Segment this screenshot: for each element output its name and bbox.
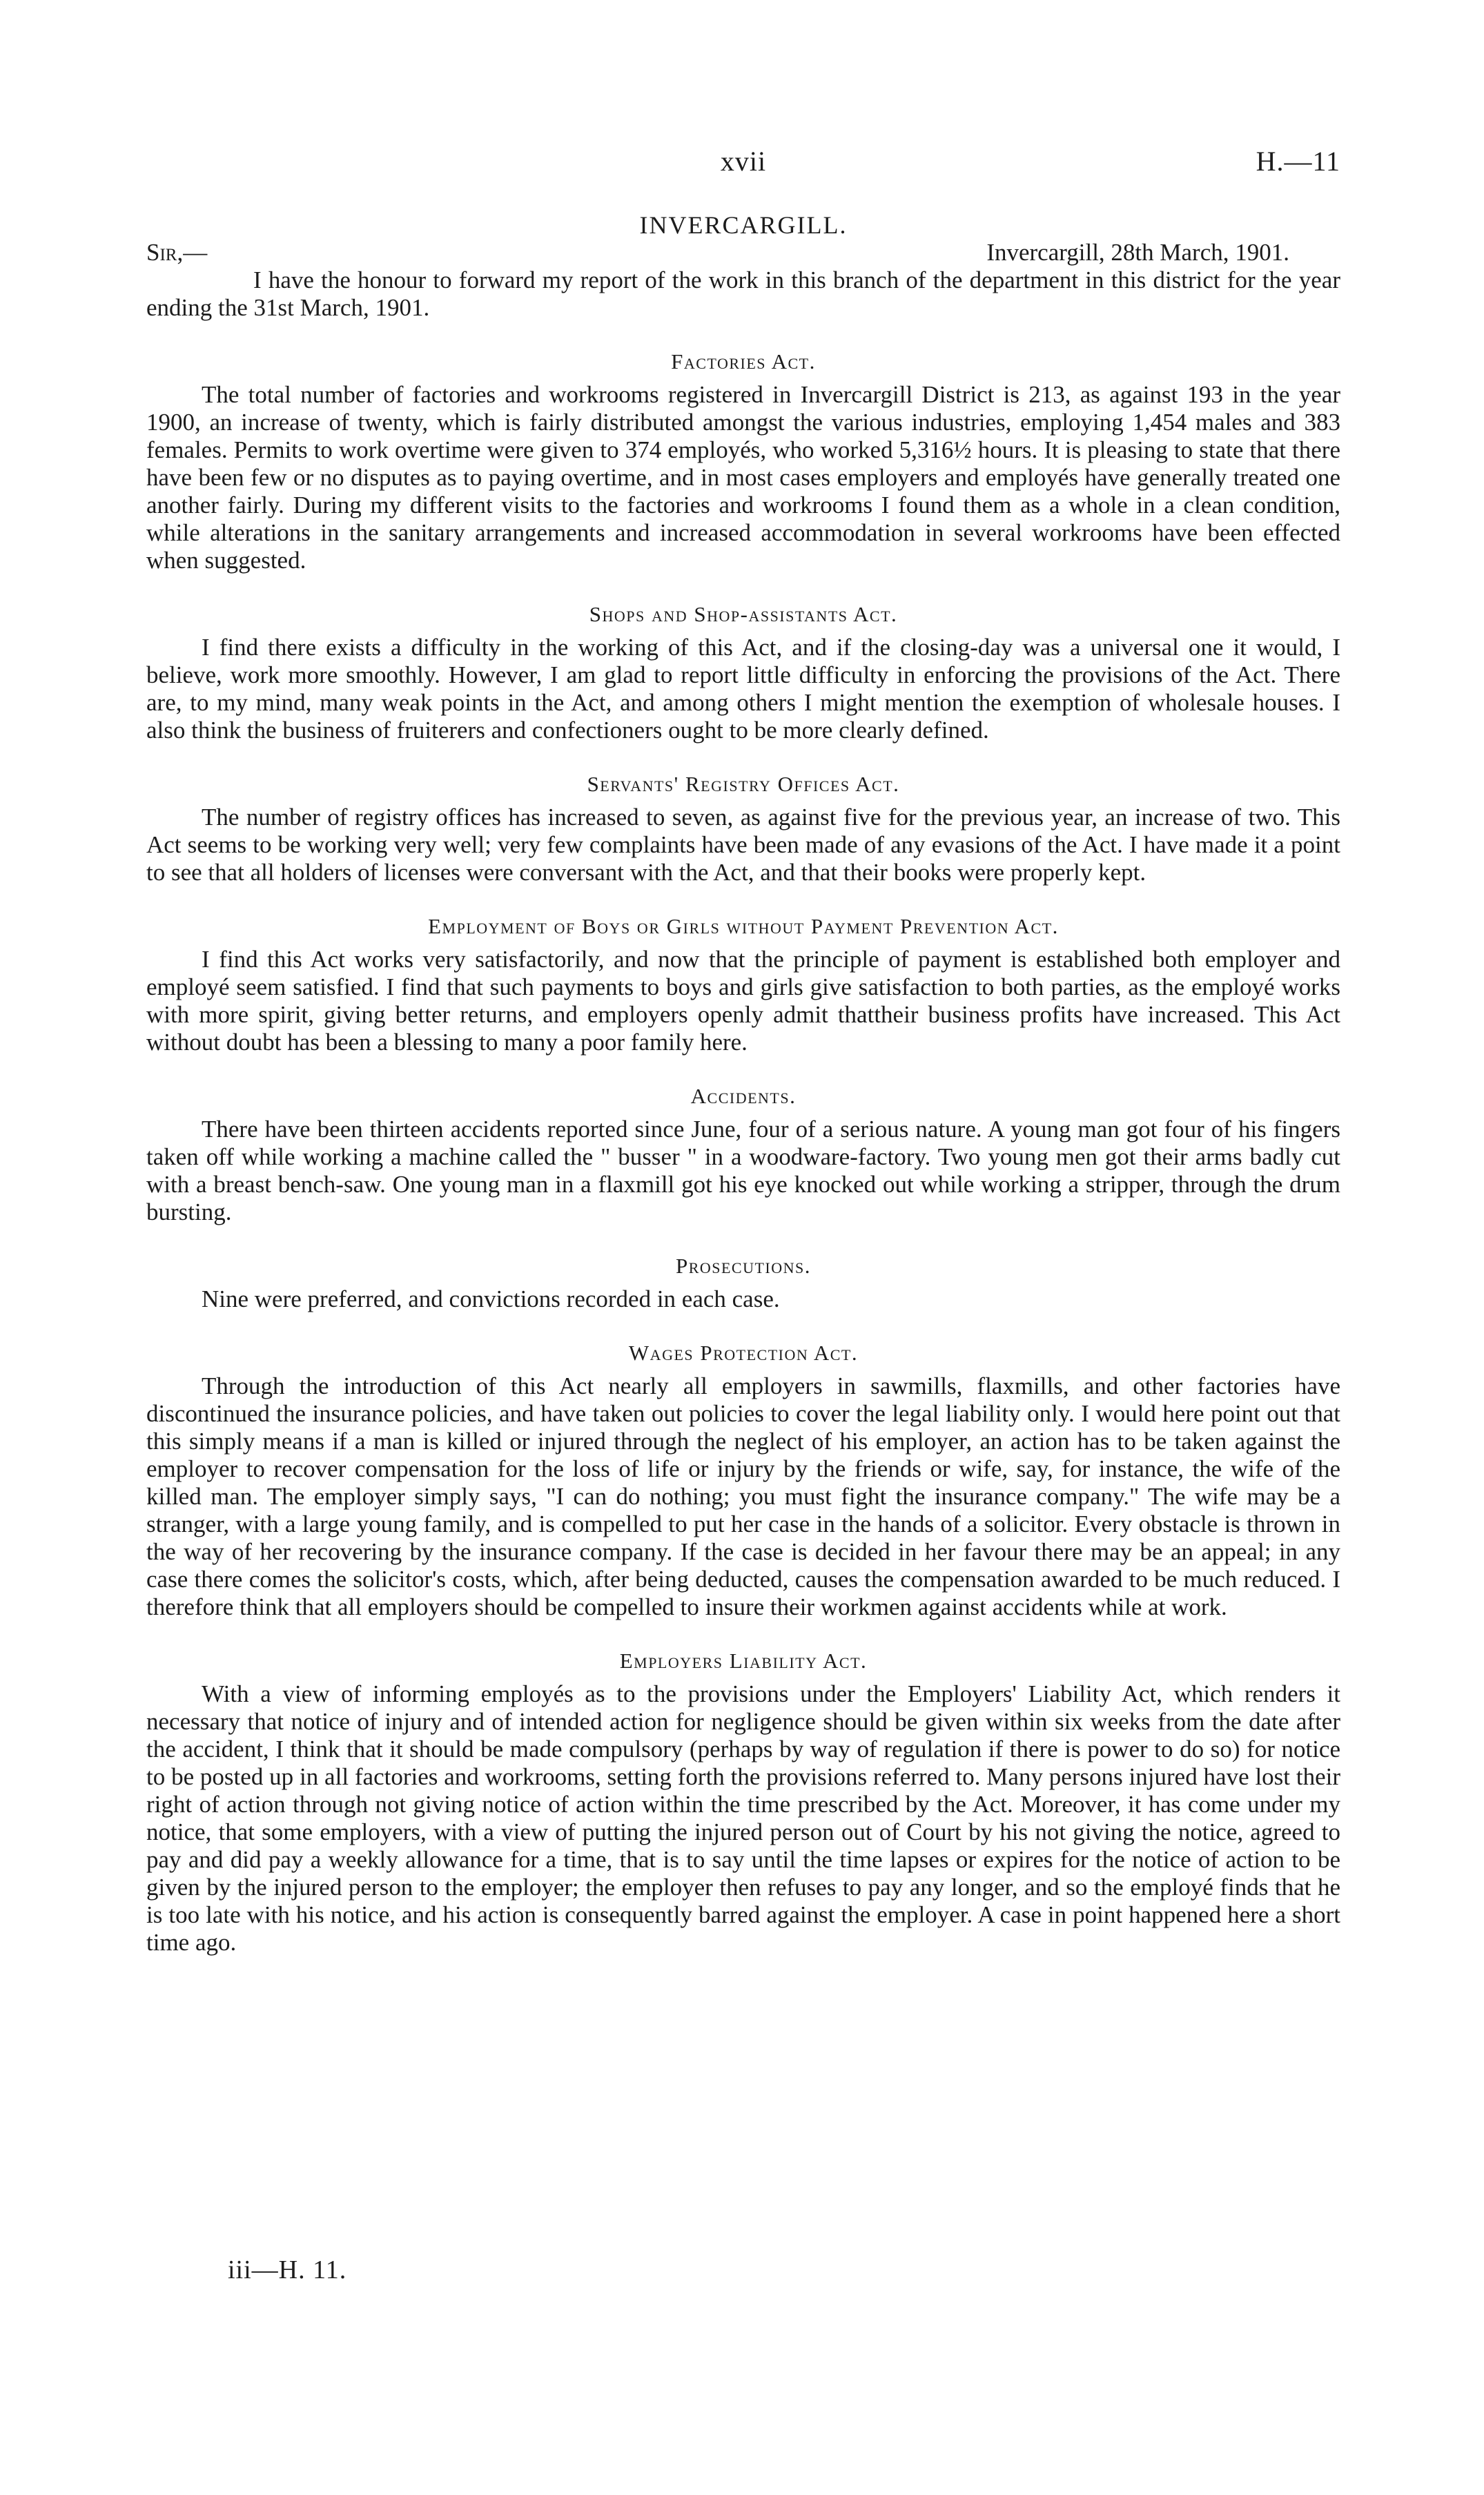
sheet-reference: H.—11: [1256, 146, 1340, 177]
section-paragraph-prosecutions: Nine were preferred, and convictions recorded in each case.: [202, 1285, 780, 1312]
section-paragraph-wages-protection: Through the introduction of this Act nearly all employers in sawmills, flaxmills, and other factories have discontinued the insurance policies, and have taken out policies to cover the legal liability only. I would here point out that this simply means if a man is killed or injured through the neglect of his employer, an action has to be taken against the employer to recover compensation for the loss of life or injury by the friends or wife, say, for instance, the wife of the killed man. The employer simply says, "I can do nothing; you must fight the insurance company." The wife may be a stranger, with a large young family, and is compelled to put her case in the hands of a solicitor. Every obstacle is thrown in the way of her recovering by the insurance company. If the case is decided in her favour there may be an appeal; in any case there comes the solicitor's costs, which, after being deducted, causes the compensation awarded to be much reduced. I therefore think that all employers should be compelled to insure their workmen against accidents while at work.: [146, 1372, 1340, 1620]
section-paragraph-shops: I find there exists a difficulty in the working of this Act, and if the closing-day was a universal one it would, I believe, work more smoothly. However, I am glad to report little difficulty in enforcing the provisions of the Act. There are, to my mind, many weak points in the Act, and among others I might mention the exemption of wholesale houses. I also think the business of fruiterers and confectioners ought to be more clearly defined.: [146, 634, 1340, 744]
place-heading: INVERCARGILL.: [639, 211, 848, 239]
salutation-row: [146, 239, 1340, 266]
section-title-prosecutions: Prosecutions.: [675, 1254, 812, 1278]
section-paragraph-employers-liability: With a view of informing employés as to the provisions under the Employers' Liability Act, which renders it necessary that notice of injury and of intended action for negligence should be given within six weeks from the date after the accident, I think that it should be made compulsory (perhaps by way of regulation if there is power to do so) for notice to be posted up in all factories and workrooms, setting forth the provisions referred to. Many persons injured have lost their right of action through not giving notice of action within the time prescribed by the Act. Moreover, it has come under my notice, that some employers, with a view of putting the injured person out of Court by his not giving the notice, agreed to pay and did pay a weekly allowance for a time, that is to say until the time lapses or expires for the notice of action to be given by the injured person to the employer; the employer then refuses to pay any longer, and so the employé finds that he is too late with his notice, and his action is consequently barred against the employer. A case in point happened here a short time ago.: [146, 1680, 1340, 1956]
opening-paragraph: I have the honour to forward my report of the work in this branch of the department in this district for the year ending the 31st March, 1901.: [146, 266, 1340, 321]
section-title-factories: Factories Act.: [671, 349, 816, 373]
section-title-shops: Shops and Shop-assistants Act.: [589, 602, 898, 626]
section-paragraph-factories: The total number of factories and workrooms registered in Invercargill District is 213, as against 193 in the year 1900, an increase of twenty, which is fairly distributed amongst the various industries, employing 1,454 males and 383 females. Permits to work overtime were given to 374 employés, who worked 5,316½ hours. It is pleasing to state that there have been few or no disputes as to paying overtime, and in most cases employers and employés have generally treated one another fairly. During my different visits to the factories and workrooms I found them as a whole in a clean condition, while alterations in the sanitary arrangements and increased accommodation in several workrooms have been effected when suggested.: [146, 381, 1340, 574]
signature-mark: iii—H. 11.: [228, 2255, 347, 2284]
section-title-registry-offices: Servants' Registry Offices Act.: [587, 772, 900, 796]
section-paragraph-employment: I find this Act works very satisfactorily, and now that the principle of payment is established both employer and employé seem satisfied. I find that such payments to boys and girls give satisfaction to both parties, as the employé works with more spirit, giving better returns, and employers openly admit thattheir business profits have increased. This Act without doubt has been a blessing to many a poor family here.: [146, 946, 1340, 1056]
section-paragraph-accidents: There have been thirteen accidents reported since June, four of a serious nature. A young man got four of his fingers taken off while working a machine called the " busser " in a woodware-factory. Two young men got their arms badly cut with a breast bench-saw. One young man in a flaxmill got his eye knocked out while working a stripper, through the drum bursting.: [146, 1116, 1340, 1225]
date-line: Invercargill, 28th March, 1901.: [986, 239, 1289, 266]
salutation: Sir,—: [146, 239, 208, 266]
section-title-wages-protection: Wages Protection Act.: [628, 1341, 859, 1365]
section-paragraph-registry-offices: The number of registry offices has increased to seven, as against five for the previous year, an increase of two. This Act seems to be working very well; very few complaints have been made of any evasions of the Act. I have made it a point to see that all holders of licenses were conversant with the Act, and that their books were properly kept.: [146, 804, 1340, 886]
section-title-employers-liability: Employers Liability Act.: [619, 1649, 868, 1673]
section-title-employment: Employment of Boys or Girls without Payment Prevention Act.: [428, 914, 1059, 938]
page-folio: xvii: [720, 146, 767, 177]
report-body: [146, 211, 1340, 1957]
section-title-accidents: Accidents.: [690, 1084, 797, 1108]
running-head: [146, 145, 1340, 186]
